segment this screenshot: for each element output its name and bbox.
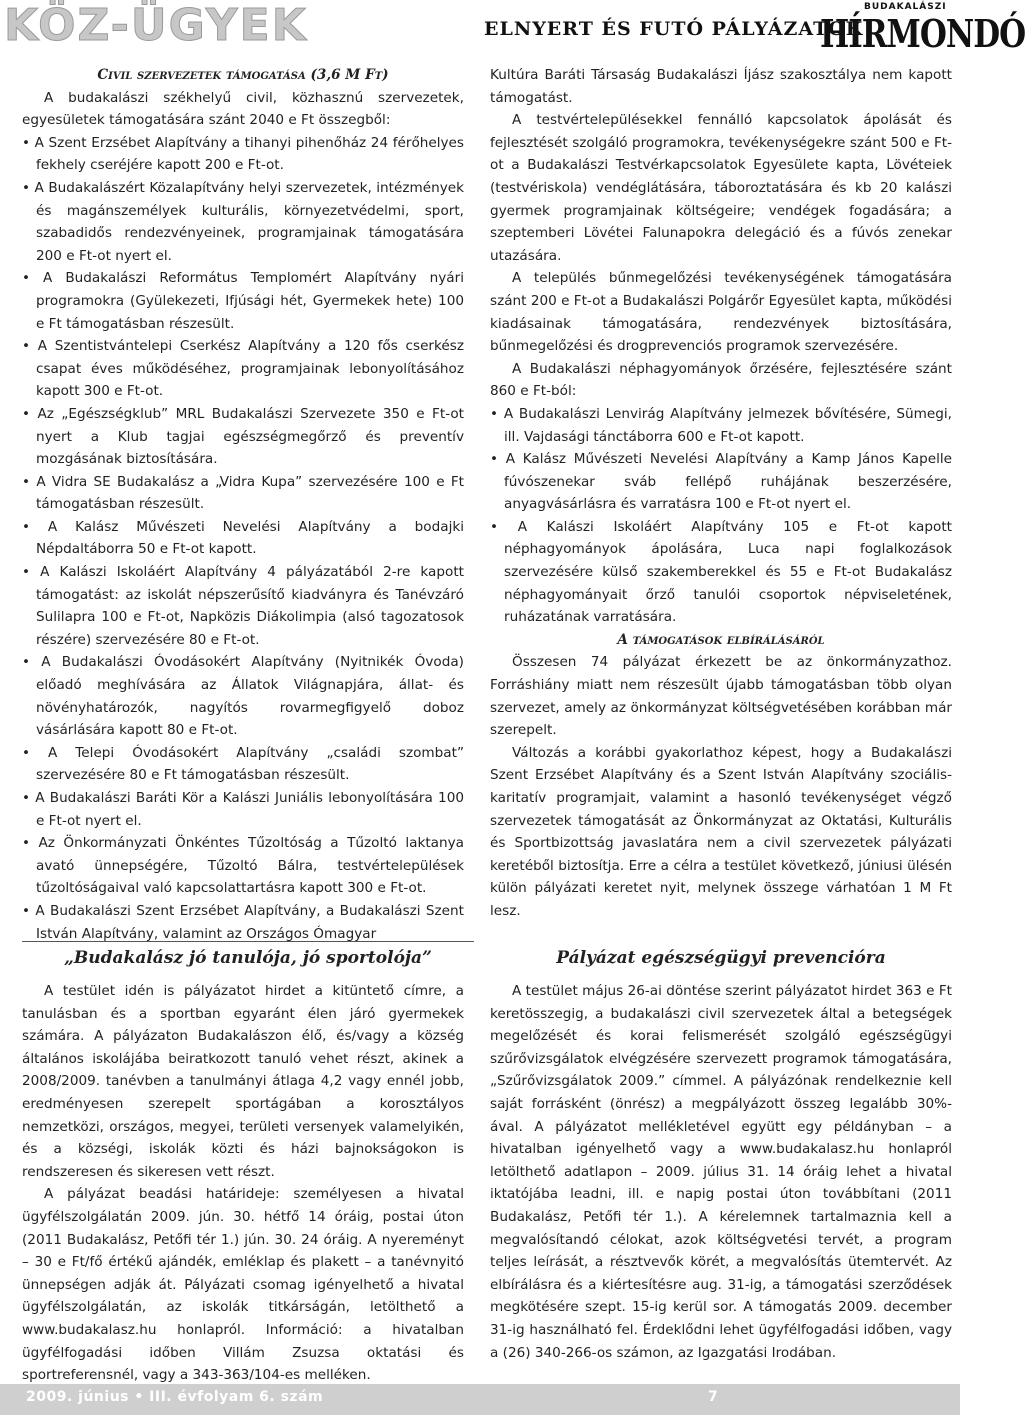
logo-big-text: HÍRMONDÓ	[820, 12, 1025, 57]
list-item: • A Szentistvántelepi Cserkész Alapítvány a 120 fős cserkész csapat éves működéséhez, programjainak lebonyolításához kapott 300 e Ft-ot.	[22, 335, 464, 403]
right-paragraph: A testvértelepülésekkel fennálló kapcsolatok ápolását és fejlesztését szolgáló programokra, tevékenységekre szánt 500 e Ft-ot a Budakalászi Testvérkapcsolatok Egyesülete kapta, Lövéteiek (testvériskola) vendéglátására, táboroztatására és kb 20 kalászi gyermek programjainak költségeire; vendégek fogadására; a szeptemberi Lövétei Falunapokra delegáció és a fúvós zenekar utazására.	[490, 112, 952, 264]
column-divider	[22, 941, 474, 942]
article-paragraph: A pályázat beadási határideje: személyesen a hivatal ügyfélszolgálatán 2009. jún. 30. hétfő 14 óráig, postai úton (2011 Budakalász, Petőfi tér 1.) jún. 30. 24 óráig. A nyereményt – 30 e Ft/fő értékű ajándék, emléklap és plakett – a tanévnyitó ünnepségen adják át. Pályázati csomag igényelhető a hivatal ügyfélszolgálatán, az iskolák titkárságán, letölthető a www.budakalasz.hu honlapról. Információ: a hivatalban ügyfélfogadási időben Villám Zsuzsa oktatási és sportreferensnél, vagy a 343-363/104-es melléken.	[22, 1186, 464, 1384]
newspaper-logo	[820, 2, 1025, 57]
list-item: • A Kalászi Iskoláért Alapítvány 105 e Ft-ot kapott néphagyományok ápolására, Luca napi foglalkozások szervezésére külső szakemberekkel és 55 e Ft-ot Budakalász néphagyományait őrző tanulói csoportok népviseletének, ruházatának varratására.	[490, 516, 952, 629]
right-subheading: A támogatások elbírálásáról	[617, 631, 825, 648]
right-column	[490, 64, 952, 923]
list-item: • A Kalászi Iskoláért Alapítvány 4 pályázatából 2-re kapott támogatást: az iskolát népszerűsítő kiadványra és Tanévzáró Sulilapra 100 e Ft-ot, Napközis Diákolimpia (alsó tagozatosok részére) szervezésére 80 e Ft-ot.	[22, 561, 464, 651]
article-paragraph: A testület május 26-ai döntése szerint pályázatot hirdet 363 e Ft keretösszegig, a budakalászi civil szervezetek által a betegségek megelőzését és korai felismerését szolgáló egészségügyi szűrővizsgálatok elvégzésére szervezett programok támogatására, „Szűrővizsgálatok 2009.” címmel. A pályázónak rendelkeznie kell saját forrásként (önrész) a megpályázott összeg legalább 30%-ával. A pályázatot mellékletével együtt egy példányban – a hivatalban igényelhető vagy a www.budakalasz.hu honlapról letölthető adatlapon – 2009. július 31. 14 óráig lehet a hivatal iktatójába leadni, ill. e napig postai úton továbbítani (2011 Budakalász, Petőfi tér 1.). A kérelemnek tartalmaznia kell a megvalósítandó célokat, azok költségvetési tervét, a program teljes leírását, a résztvevők körét, a megvalósítás ütemtervét. Az elbírálásra és a kiértesítésre aug. 31-ig, a támogatási szerződések megkötésére szept. 15-ig kerül sor. A támogatás 2009. december 31-ig használható fel. Érdeklődni lehet ügyfélfogadási időben, vagy a (26) 340-266-os számon, az Igazgatási Irodában.	[490, 983, 952, 1361]
article-title: „Budakalász jó tanulója, jó sportolója”	[64, 948, 432, 968]
list-item: • A Budakalászi Baráti Kör a Kalászi Juniális lebonyolítására 100 e Ft-ot nyert el.	[22, 787, 464, 832]
list-item: • A Budakalászi Szent Erzsébet Alapítvány, a Budakalászi Szent István Alapítvány, valamint az Országos Ómagyar	[22, 900, 464, 945]
left-intro: A budakalászi székhelyű civil, közhasznú szervezetek, egyesületek támogatására szánt 2040 e Ft összegből:	[22, 89, 464, 129]
article-title: Pályázat egészségügyi prevencióra	[556, 948, 886, 968]
list-item: • A Kalász Művészeti Nevelési Alapítvány a Kamp János Kapelle fúvószenekar sváb fellépő ruhájának beszerzésére, anyagvásárlásra és varratásra 100 e Ft-ot nyert el.	[490, 448, 952, 516]
page-footer	[0, 1384, 960, 1415]
right-paragraph: Összesen 74 pályázat érkezett be az önkormányzathoz. Forráshiány miatt nem részesült újabb támogatásban több olyan szervezet, amely az önkormányzat költségvetésében korábban már szerepelt.	[490, 654, 952, 739]
list-item: • A Kalász Művészeti Nevelési Alapítvány a bodajki Népdaltáborra 50 e Ft-ot kapott.	[22, 516, 464, 561]
section-title: ELNYERT ÉS FUTÓ PÁLYÁZATOK	[484, 18, 864, 40]
issue-info: 2009. június • III. évfolyam 6. szám	[26, 1389, 324, 1405]
list-item: • A Budakalászi Református Templomért Alapítvány nyári programokra (Gyülekezeti, Ifjúsági hét, Gyermekek hete) 100 e Ft támogatásban részesült.	[22, 267, 464, 335]
right-paragraph: Változás a korábbi gyakorlathoz képest, hogy a Budakalászi Szent Erzsébet Alapítvány és a Szent István Alapítvány szociális-karitatív programjait, valamint a hasonló tevékenységet végző szervezetek támogatását az Önkormányzat az Oktatási, Kulturális és Sportbizottság javaslatára nem a civil szervezetek pályázati keretéből biztosítja. Erre a célra a testület következő, júniusi ülésén külön pályázati keretet nyit, melynek összege várhatóan 1 M Ft lesz.	[490, 744, 952, 919]
page-header	[0, 0, 1025, 57]
article-body	[490, 980, 952, 1364]
left-column	[22, 64, 464, 945]
right-paragraph: A település bűnmegelőzési tevékenységének támogatására szánt 200 e Ft-ot a Budakalászi Polgárőr Egyesület kapta, működési kiadásainak támogatására, rendezvények biztosítására, bűnmegelőzési és drogprevenciós programok szervezésére.	[490, 270, 952, 355]
right-paragraph: Kultúra Baráti Társaság Budakalászi Íjász szakosztálya nem kapott támogatást.	[490, 67, 952, 106]
article-body	[22, 980, 464, 1387]
left-heading: Civil szervezetek támogatása (3,6 M Ft)	[97, 67, 389, 83]
logo-small-text: BUDAKALÁSZI	[864, 2, 947, 12]
list-item: • A Szent Erzsébet Alapítvány a tihanyi pihenőház 24 férőhelyes fekhely cseréjére kapott 200 e Ft-ot.	[22, 132, 464, 177]
list-item: • Az „Egészségklub” MRL Budakalászi Szervezete 350 e Ft-ot nyert a Klub tagjai egészségmegőrző és preventív mozgásának biztosítására.	[22, 403, 464, 471]
section-brand: KÖZ-ÜGYEK	[4, 0, 308, 51]
list-item: • A Budakalászért Közalapítvány helyi szervezetek, intézmények és magánszemélyek kulturális, környezetvédelmi, sport, szabadidős rendezvényeinek, programjainak támogatására 200 e Ft-ot nyert el.	[22, 177, 464, 267]
list-item: • A Budakalászi Óvodásokért Alapítvány (Nyitnikék Óvoda) előadó meghívására az Állatok Világnapjára, állat- és növényhatározók, nagyítós rovarmegfigyelő doboz vásárlására kapott 80 e Ft-ot.	[22, 651, 464, 741]
page-number: 7	[708, 1389, 718, 1405]
right-paragraph: A Budakalászi néphagyományok őrzésére, fejlesztésére szánt 860 e Ft-ból:	[490, 360, 952, 400]
list-item: • Az Önkormányzati Önkéntes Tűzoltóság a Tűzoltó laktanya avató ünnepségére, Tűzoltó Bálra, testvértelepülések tűzoltóságaival való kapcsolattartásra kapott 300 e Ft-ot.	[22, 832, 464, 900]
list-item: • A Budakalászi Lenvirág Alapítvány jelmezek bővítésére, Sümegi, ill. Vajdasági tánctáborra 600 e Ft-ot kapott.	[490, 403, 952, 448]
article-paragraph: A testület idén is pályázatot hirdet a kitüntető címre, a tanulásban és a sportban egyaránt élen járó gyermekek számára. A pályázaton Budakalászon élő, és/vagy a község általános iskolájába beiratkozott tanuló vehet részt, akinek a 2008/2009. tanévben a tanulmányi átlaga 4,2 vagy ennél jobb, eredményesen szerepelt sportágában a korosztályos nemzetközi, országos, megyei, területi versenyek valamelyikén, és a községi, iskolák közti és házi bajnokságokon is rendszeresen és sikeresen vett részt.	[22, 983, 464, 1180]
list-item: • A Vidra SE Budakalász a „Vidra Kupa” szervezésére 100 e Ft támogatásban részesült.	[22, 471, 464, 516]
list-item: • A Telepi Óvodásokért Alapítvány „családi szombat” szervezésére 80 e Ft támogatásban részesült.	[22, 742, 464, 787]
